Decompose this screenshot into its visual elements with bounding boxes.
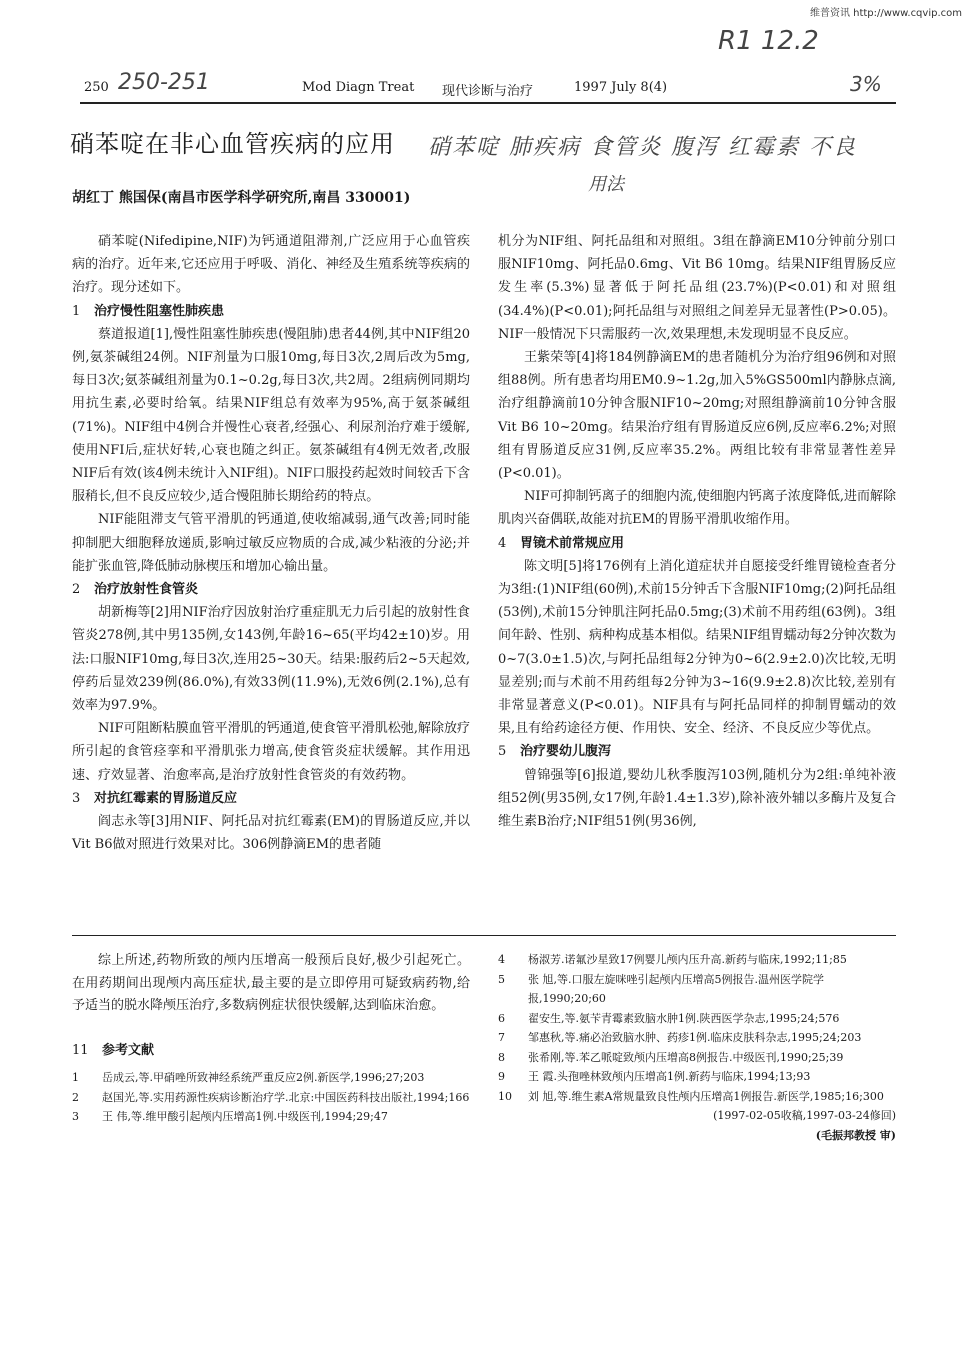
paragraph: 机分为NIF组、阿托品组和对照组。3组在静滴EM10分钟前分别口服NIF10mg、阿托品0.6mg、Vit B6 10mg。结果NIF组胃肠反应发生率(5.3%)显著低于阿托品组(23.7%)(P<0.01)和对照组(34.4%)(P<0.01);阿托品组与对照组之间差异无显著性(P>0.05)。NIF一般情况下只需服药一次,效果理想,未发现明显不良反应。 bbox=[498, 234, 896, 342]
handwritten-page-range: 250-251 bbox=[118, 70, 210, 95]
section-heading: 5 治疗婴幼儿腹泻 bbox=[498, 744, 612, 760]
paragraph: NIF可阻断粘膜血管平滑肌的钙通道,使食管平滑肌松弛,解除放疗所引起的食管痉挛和平滑肌张力增高,使食管炎症状缓解。其作用迅速、疗效显著、治愈率高,是治疗放射性食管炎的有效药物。 bbox=[72, 721, 470, 783]
handwritten-classification-code: R1 12.2 bbox=[718, 26, 819, 56]
reference-item: 10 刘 旭,等.维生素A常规量致良性颅内压增高1例报告.新医学,1985;16;300 bbox=[498, 1089, 884, 1103]
paragraph: 陈文明[5]将176例有上消化道症状并自愿接受纤维胃镜检查者分为3组:(1)NIF组(60例),术前15分钟舌下含服NIF10mg;(2)阿托品组(53例),术前15分钟肌注阿托品0.5mg;(3)术前不用药组(63例)。3组间年龄、性别、病种构成基本相似。结果NIF组胃蠕动每2分钟次数为0~7(3.0±1.5)次,与阿托品组每2分钟为0~6(2.9±2.0)次比较,无明显差别;而与术前不用药组每2分钟为3~16(9.9±2.8)次比较,差别有非常显著意义(P<0.01)。NIF具有与阿托品同样的抑制胃蠕动的效果,且有给药途径方便、作用快、安全、经济、不良反应少等优点。 bbox=[498, 558, 896, 737]
references-heading: 11 参考文献 bbox=[72, 1042, 155, 1058]
references-continued bbox=[498, 950, 896, 1146]
header-rule bbox=[80, 102, 896, 104]
continued-article bbox=[72, 950, 470, 1127]
reference-item: 7 邹惠秋,等.痛必治致脑水肿、药疹1例.临床皮肤科杂志,1995;24;203 bbox=[498, 1031, 862, 1044]
reference-item: 4 杨淑芳.诺氟沙星致17例婴儿颅内压升高.新药与临床,1992;11;85 bbox=[498, 953, 847, 966]
paragraph: 王紫荣等[4]将184例静滴EM的患者随机分为治疗组96例和对照组88例。所有患者均用EM0.9~1.2g,加入5%GS500ml内静脉点滴,治疗组静滴前10分钟含服NIF10~20mg;对照组静滴前10分钟含服Vit B6 10~20mg。结果治疗组有胃肠道反应6例,反应率6.2%;对照组有胃肠道反应31例,反应率35.2%。两组比较有非常显著性差异(P<0.01)。 bbox=[498, 350, 896, 482]
left-column bbox=[72, 230, 470, 856]
section-divider bbox=[72, 935, 896, 936]
section-heading: 2 治疗放射性食管炎 bbox=[72, 582, 199, 598]
handwritten-keywords-2: 用法 bbox=[588, 174, 624, 195]
reference-item: 8 张希刚,等.苯乙哌啶致颅内压增高8例报告.中级医刊,1990;25;39 bbox=[498, 1050, 844, 1064]
authors: 胡红丁 熊国保(南昌市医学科学研究所,南昌 330001) bbox=[72, 190, 411, 206]
conclusion-paragraph: 综上所述,药物所致的颅内压增高一般预后良好,极少引起死亡。在用药期间出现颅内高压症状,最主要的是立即停用可疑致病药物,给予适当的脱水降颅压治疗,多数病例症状很快缓解,达到临床治愈。 bbox=[72, 953, 470, 1013]
watermark: 维普资讯 http://www.cqvip.com bbox=[809, 8, 962, 19]
paragraph: 阎志永等[3]用NIF、阿托品对抗红霉素(EM)的胃肠道反应,并以Vit B6做对照进行效果对比。306例静滴EM的患者随 bbox=[72, 814, 470, 853]
reference-item: 9 王 霞.头孢唑林致颅内压增高1例.新药与临床,1994;13;93 bbox=[498, 1070, 811, 1083]
section-heading: 4 胃镜术前常规应用 bbox=[498, 535, 625, 551]
right-column bbox=[498, 230, 896, 833]
reference-item: 5 张 旭,等.口服左旋咪唑引起颅内压增高5例报告.温州医学院学报,1990;20;60 bbox=[498, 972, 824, 1005]
header-journal-en: Mod Diagn Treat bbox=[302, 80, 415, 95]
reviewer: (毛振邦教授 审) bbox=[815, 1129, 896, 1142]
paragraph: 硝苯啶(Nifedipine,NIF)为钙通道阻滞剂,广泛应用于心血管疾病的治疗。近年来,它还应用于呼吸、消化、神经及生殖系统等疾病的治疗。现分述如下。 bbox=[72, 234, 470, 296]
reference-item: 6 翟安生,等.氨苄青霉素致脑水肿1例.陕西医学杂志,1995;24;576 bbox=[498, 1011, 840, 1025]
header-page-number: 250 bbox=[84, 80, 109, 95]
header-journal-cn: 现代诊断与治疗 bbox=[442, 84, 534, 99]
section-heading: 3 对抗红霉素的胃肠道反应 bbox=[72, 790, 238, 806]
paragraph: 曾锦强等[6]报道,婴幼儿秋季腹泻103例,随机分为2组:单纯补液组52例(男35例,女17例,年龄1.4±1.3岁),除补液外辅以多酶片及复合维生素B治疗;NIF组51例(男36例, bbox=[498, 767, 896, 830]
received-date: (1997-02-05收稿,1997-03-24修回) bbox=[713, 1109, 896, 1122]
paragraph: NIF能阻滞支气管平滑肌的钙通道,使收缩减弱,通气改善;同时能抑制肥大细胞释放递质,影响过敏反应物质的合成,减少粘液的分泌;并能扩张血管,降低肺动脉楔压和增加心输出量。 bbox=[72, 512, 470, 574]
reference-item: 3 王 伟,等.维甲酸引起颅内压增高1例.中级医刊,1994;29;47 bbox=[72, 1110, 388, 1123]
handwritten-keywords: 硝苯啶 肺疾病 食管炎 腹泻 红霉素 不良 bbox=[428, 135, 857, 160]
paragraph: 胡新梅等[2]用NIF治疗因放射治疗重症肌无力后引起的放射性食管炎278例,其中男135例,女143例,年龄16~65(平均42±10)岁。用法:口服NIF10mg,每日3次,连用25~30天。结果:服药后2~5天起效,停药后显效239例(86.0%),有效33例(11.9%),无效6例(2.1%),总有效率为97.9%。 bbox=[72, 605, 470, 714]
paragraph: 蔡道报道[1],慢性阻塞性肺疾患(慢阻肺)患者44例,其中NIF组20例,氨茶碱组24例。NIF剂量为口服10mg,每日3次,2周后改为5mg,每日3次;氨茶碱组剂量为0.1~0.2g,每日3次,共2周。2组病例同期均用抗生素,必要时给氧。结果NIF组总有效率为95%,高于氨茶碱组(71%)。NIF组中4例合并慢性心衰者,经强心、利尿剂治疗难于缓解,使用NFI后,症状好转,心衰也随之纠正。氨茶碱组有4例无效者,改服NIF后有效(该4例未统计入NIF组)。NIF口服投药起效时间较舌下含服稍长,但不良反应较少,适合慢阻肺长期给药的特点。 bbox=[72, 326, 470, 505]
reference-item: 1 岳成云,等.甲硝唑所致神经系统严重反应2例.新医学,1996;27;203 bbox=[72, 1071, 425, 1084]
reference-item: 2 赵国光,等.实用药源性疾病诊断治疗学.北京:中国医药科技出版社,1994;166 bbox=[72, 1090, 470, 1104]
paragraph: NIF可抑制钙离子的细胞内流,使细胞内钙离子浓度降低,进而解除肌肉兴奋偶联,故能对抗EM的胃肠平滑肌收缩作用。 bbox=[498, 489, 896, 528]
article-title: 硝苯啶在非心血管疾病的应用 bbox=[70, 130, 395, 158]
section-heading: 1 治疗慢性阻塞性肺疾患 bbox=[72, 303, 225, 319]
header-issue: 1997 July 8(4) bbox=[574, 80, 668, 95]
handwritten-corner-mark: 3% bbox=[850, 72, 882, 96]
